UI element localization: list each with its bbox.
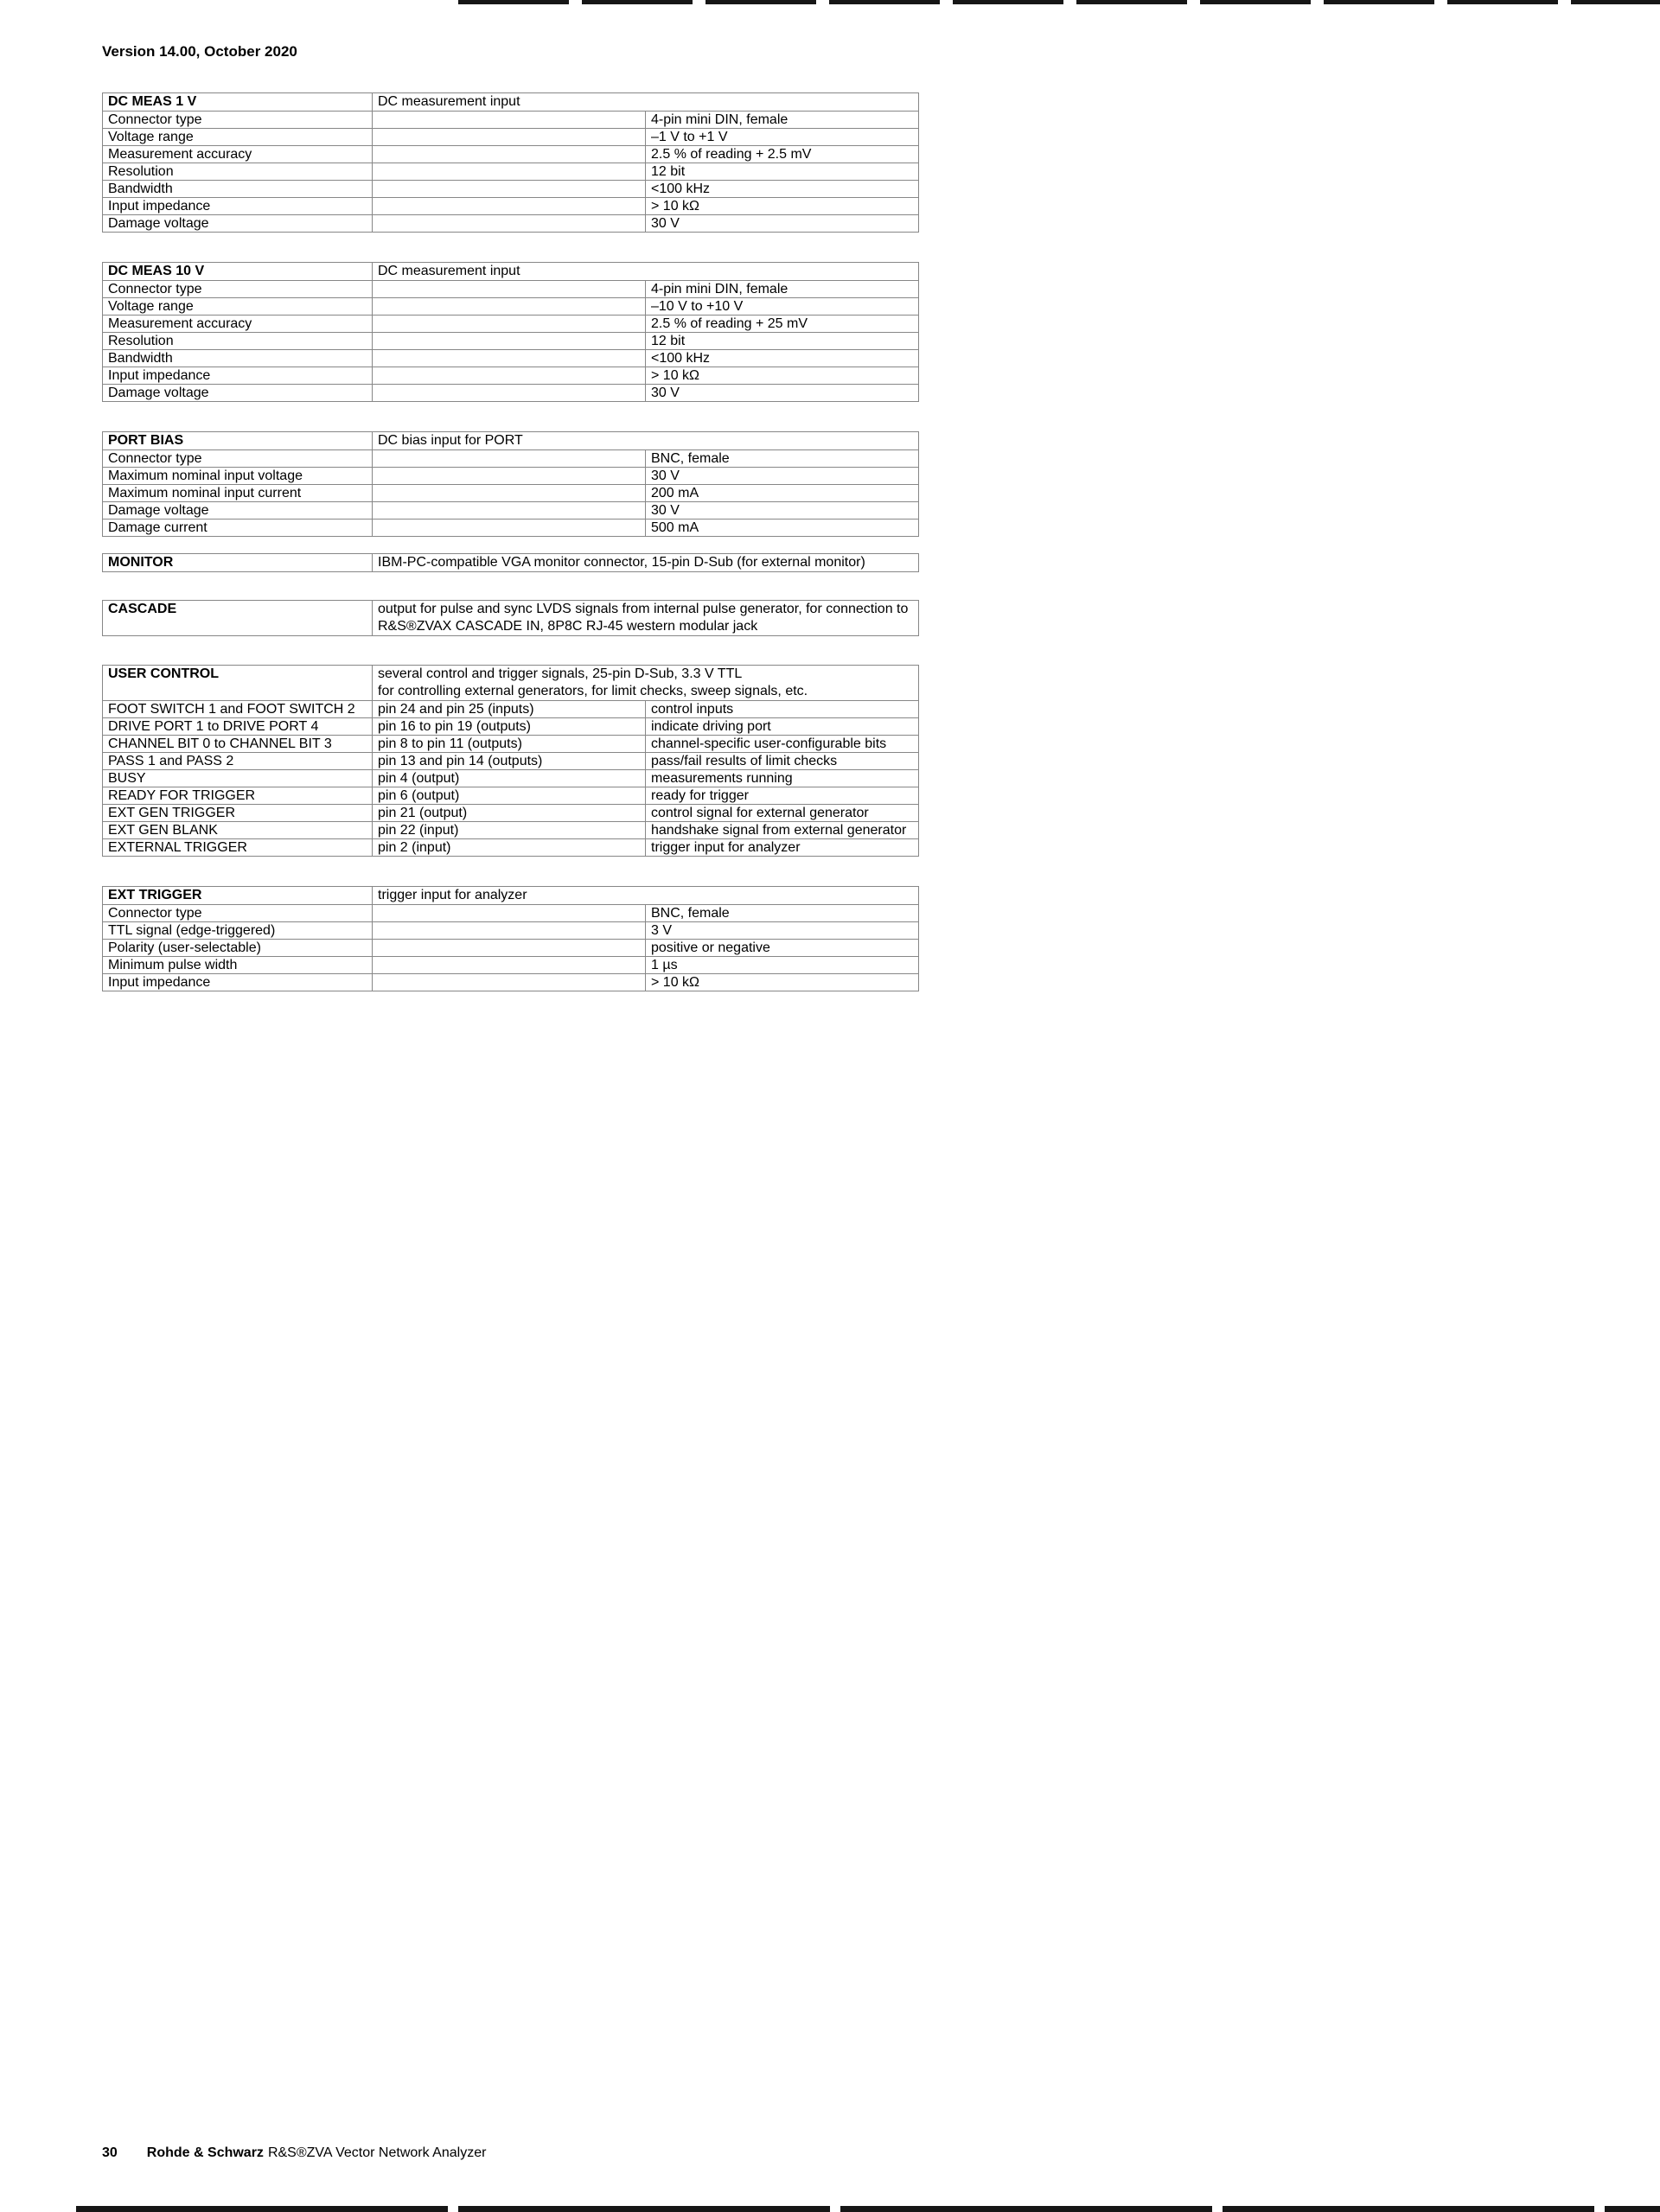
table-description (373, 554, 919, 572)
table-description (373, 666, 919, 701)
spec-table-user-control (102, 665, 919, 857)
spec-mid: pin 2 (input) (373, 839, 646, 857)
spec-row (103, 198, 919, 215)
table-description-line: IBM-PC-compatible VGA monitor connector, 15-pin D-Sub (for external monitor) (378, 555, 865, 570)
table-description (373, 887, 919, 905)
spec-mid: pin 16 to pin 19 (outputs) (373, 718, 646, 736)
spec-row (103, 502, 919, 520)
spec-value: 3 V (646, 922, 919, 940)
spec-row (103, 974, 919, 991)
spec-value: > 10 kΩ (646, 367, 919, 385)
spec-mid (373, 502, 646, 520)
spec-label: Bandwidth (103, 350, 373, 367)
table-header-row (103, 601, 919, 636)
spec-mid (373, 215, 646, 233)
spec-value: measurements running (646, 770, 919, 787)
spec-value: 30 V (646, 215, 919, 233)
spec-label: FOOT SWITCH 1 and FOOT SWITCH 2 (103, 701, 373, 718)
table-title: DC MEAS 1 V (103, 93, 373, 112)
spec-row (103, 146, 919, 163)
spec-mid: pin 21 (output) (373, 805, 646, 822)
spec-table-monitor (102, 553, 919, 572)
spec-mid (373, 367, 646, 385)
table-description (373, 93, 919, 112)
spec-row (103, 753, 919, 770)
table-description-line: DC bias input for PORT (378, 433, 523, 448)
spec-label: Measurement accuracy (103, 146, 373, 163)
spec-label: Connector type (103, 905, 373, 922)
spec-mid (373, 905, 646, 922)
spec-row (103, 839, 919, 857)
footer-product: R&S®ZVA Vector Network Analyzer (267, 2145, 487, 2160)
spec-value: 500 mA (646, 520, 919, 537)
spec-label: Resolution (103, 163, 373, 181)
spec-mid (373, 940, 646, 957)
spec-mid (373, 468, 646, 485)
spec-value: 12 bit (646, 163, 919, 181)
spec-label: DRIVE PORT 1 to DRIVE PORT 4 (103, 718, 373, 736)
table-title: MONITOR (103, 554, 373, 572)
spec-value: positive or negative (646, 940, 919, 957)
spec-label: Voltage range (103, 129, 373, 146)
table-header-row (103, 554, 919, 572)
spec-value: <100 kHz (646, 350, 919, 367)
spec-value: 2.5 % of reading + 2.5 mV (646, 146, 919, 163)
spec-value: pass/fail results of limit checks (646, 753, 919, 770)
spec-value: 4-pin mini DIN, female (646, 281, 919, 298)
spec-row (103, 215, 919, 233)
spec-label: EXT GEN BLANK (103, 822, 373, 839)
spec-mid (373, 181, 646, 198)
spec-label: EXTERNAL TRIGGER (103, 839, 373, 857)
footer-brand: Rohde & Schwarz (146, 2145, 264, 2160)
page-number: 30 (102, 2145, 118, 2160)
spec-mid (373, 333, 646, 350)
spec-label: Connector type (103, 112, 373, 129)
table-description (373, 263, 919, 281)
spec-label: Bandwidth (103, 181, 373, 198)
spec-mid (373, 350, 646, 367)
spec-value: indicate driving port (646, 718, 919, 736)
spec-label: TTL signal (edge-triggered) (103, 922, 373, 940)
spec-value: 30 V (646, 468, 919, 485)
spec-label: Maximum nominal input current (103, 485, 373, 502)
spec-value: channel-specific user-configurable bits (646, 736, 919, 753)
spec-mid (373, 922, 646, 940)
table-title: PORT BIAS (103, 432, 373, 450)
spec-mid: pin 24 and pin 25 (inputs) (373, 701, 646, 718)
spec-label: Connector type (103, 281, 373, 298)
spec-label: READY FOR TRIGGER (103, 787, 373, 805)
spec-value: ready for trigger (646, 787, 919, 805)
table-description-line: DC measurement input (378, 94, 520, 109)
spec-mid: pin 4 (output) (373, 770, 646, 787)
spec-value: trigger input for analyzer (646, 839, 919, 857)
spec-value: > 10 kΩ (646, 198, 919, 215)
spec-value: 30 V (646, 385, 919, 402)
spec-label: Input impedance (103, 198, 373, 215)
table-title: USER CONTROL (103, 666, 373, 701)
spec-row (103, 736, 919, 753)
spec-value: 200 mA (646, 485, 919, 502)
spec-label: EXT GEN TRIGGER (103, 805, 373, 822)
table-header-row (103, 263, 919, 281)
table-header-row (103, 887, 919, 905)
spec-mid: pin 6 (output) (373, 787, 646, 805)
spec-row (103, 701, 919, 718)
spec-label: Damage voltage (103, 502, 373, 520)
spec-table-dc-meas-1v (102, 92, 919, 233)
spec-mid (373, 129, 646, 146)
spec-label: Measurement accuracy (103, 316, 373, 333)
spec-row (103, 385, 919, 402)
spec-row (103, 520, 919, 537)
spec-row (103, 333, 919, 350)
spec-table-port-bias (102, 431, 919, 537)
spec-tables (102, 61, 918, 991)
spec-row (103, 129, 919, 146)
spec-mid: pin 22 (input) (373, 822, 646, 839)
spec-value: BNC, female (646, 905, 919, 922)
adjacent-page-edge-top (458, 0, 1660, 4)
spec-table-dc-meas-10v (102, 262, 919, 402)
spec-row (103, 905, 919, 922)
adjacent-page-edge-bottom (76, 2206, 1660, 2212)
spec-label: Connector type (103, 450, 373, 468)
spec-row (103, 922, 919, 940)
spec-label: Input impedance (103, 367, 373, 385)
spec-row (103, 787, 919, 805)
spec-mid (373, 957, 646, 974)
spec-value: 12 bit (646, 333, 919, 350)
table-description (373, 601, 919, 636)
spec-table-cascade (102, 600, 919, 636)
spec-label: CHANNEL BIT 0 to CHANNEL BIT 3 (103, 736, 373, 753)
spec-row (103, 718, 919, 736)
spec-value: –10 V to +10 V (646, 298, 919, 316)
table-description-line: R&S®ZVAX CASCADE IN, 8P8C RJ-45 western modular jack (378, 619, 758, 634)
spec-row (103, 822, 919, 839)
spec-value: control signal for external generator (646, 805, 919, 822)
spec-value: 4-pin mini DIN, female (646, 112, 919, 129)
spec-row (103, 485, 919, 502)
spec-row (103, 281, 919, 298)
spec-row (103, 316, 919, 333)
table-description-line: DC measurement input (378, 264, 520, 278)
spec-mid (373, 198, 646, 215)
table-description-line: output for pulse and sync LVDS signals from internal pulse generator, for connection to (378, 602, 909, 616)
spec-value: –1 V to +1 V (646, 129, 919, 146)
spec-label: Input impedance (103, 974, 373, 991)
version-header: Version 14.00, October 2020 (102, 43, 297, 60)
spec-label: Maximum nominal input voltage (103, 468, 373, 485)
spec-mid (373, 298, 646, 316)
spec-mid (373, 450, 646, 468)
spec-value: 2.5 % of reading + 25 mV (646, 316, 919, 333)
spec-row (103, 367, 919, 385)
spec-value: control inputs (646, 701, 919, 718)
spec-mid (373, 112, 646, 129)
spec-mid (373, 520, 646, 537)
table-title: EXT TRIGGER (103, 887, 373, 905)
spec-row (103, 298, 919, 316)
spec-value: BNC, female (646, 450, 919, 468)
spec-mid: pin 13 and pin 14 (outputs) (373, 753, 646, 770)
spec-label: Voltage range (103, 298, 373, 316)
spec-mid (373, 974, 646, 991)
spec-mid (373, 146, 646, 163)
spec-row (103, 940, 919, 957)
table-title: CASCADE (103, 601, 373, 636)
table-header-row (103, 432, 919, 450)
spec-row (103, 163, 919, 181)
table-header-row (103, 93, 919, 112)
spec-row (103, 450, 919, 468)
table-description (373, 432, 919, 450)
spec-label: Damage voltage (103, 215, 373, 233)
spec-value: 1 µs (646, 957, 919, 974)
spec-label: Resolution (103, 333, 373, 350)
spec-value: 30 V (646, 502, 919, 520)
spec-mid (373, 385, 646, 402)
spec-row (103, 957, 919, 974)
spec-value: handshake signal from external generator (646, 822, 919, 839)
spec-row (103, 112, 919, 129)
table-title: DC MEAS 10 V (103, 263, 373, 281)
spec-label: Minimum pulse width (103, 957, 373, 974)
spec-value: > 10 kΩ (646, 974, 919, 991)
spec-mid (373, 281, 646, 298)
spec-label: Polarity (user-selectable) (103, 940, 373, 957)
spec-row (103, 468, 919, 485)
spec-row (103, 181, 919, 198)
spec-row (103, 350, 919, 367)
spec-table-ext-trigger (102, 886, 919, 991)
spec-label: PASS 1 and PASS 2 (103, 753, 373, 770)
spec-mid (373, 316, 646, 333)
spec-row (103, 770, 919, 787)
spec-mid (373, 163, 646, 181)
spec-label: BUSY (103, 770, 373, 787)
spec-label: Damage voltage (103, 385, 373, 402)
spec-mid (373, 485, 646, 502)
table-description-line: several control and trigger signals, 25-pin D-Sub, 3.3 V TTL (378, 666, 743, 681)
table-header-row (103, 666, 919, 701)
spec-label: Damage current (103, 520, 373, 537)
table-description-line: for controlling external generators, for limit checks, sweep signals, etc. (378, 684, 808, 698)
spec-mid: pin 8 to pin 11 (outputs) (373, 736, 646, 753)
spec-row (103, 805, 919, 822)
spec-value: <100 kHz (646, 181, 919, 198)
page-footer (102, 2145, 486, 2161)
table-description-line: trigger input for analyzer (378, 888, 527, 902)
